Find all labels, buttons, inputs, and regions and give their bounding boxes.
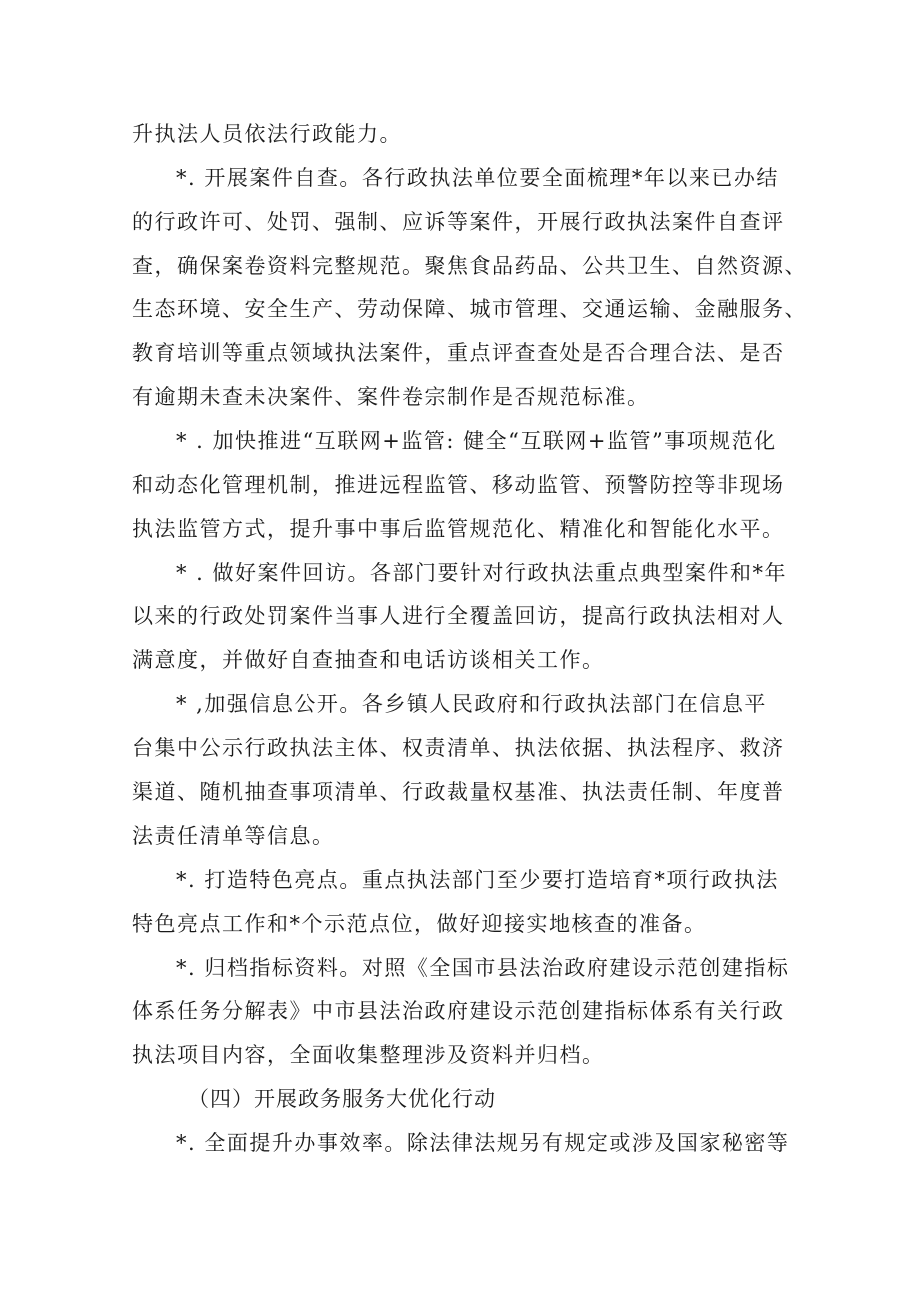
section-heading: （四）开展政务服务大优化行动 — [188, 1087, 496, 1111]
text-line: 特色亮点工作和*个示范点位，做好迎接实地核查的准备。 — [132, 912, 707, 936]
text-line: 满意度，并做好自查抽查和电话访谈相关工作。 — [132, 648, 605, 672]
paragraph-start-line: *. 全面提升办事效率。除法律法规另有规定或涉及国家秘密等 — [176, 1131, 790, 1155]
text-line: 体系任务分解表》中市县法治政府建设示范创建指标体系有关行政 — [132, 999, 785, 1023]
text-line: 以来的行政处罚案件当事人进行全覆盖回访，提高行政执法相对人 — [132, 604, 785, 628]
text-line: 台集中公示行政执法主体、权责清单、执法依据、执法程序、救济 — [132, 736, 785, 760]
text-line: 教育培训等重点领域执法案件，重点评查查处是否合理合法、是否 — [132, 341, 785, 365]
paragraph-start-line: * ,加强信息公开。各乡镇人民政府和行政执法部门在信息平 — [176, 692, 767, 716]
text-line: 生态环境、安全生产、劳动保障、城市管理、交通运输、金融服务、 — [132, 297, 807, 321]
text-line: 升执法人员依法行政能力。 — [132, 122, 402, 146]
text-line: 的行政许可、处罚、强制、应诉等案件，开展行政执法案件自查评 — [132, 210, 785, 234]
text-line: 法责任清单等信息。 — [132, 824, 335, 848]
paragraph-start-line: * . 加快推进“互联网+监管: 健全“互联网+监管”事项规范化 — [176, 429, 777, 453]
paragraph-start-line: *. 归档指标资料。对照《全国市县法治政府建设示范创建指标 — [176, 956, 790, 980]
paragraph-start-line: * . 做好案件回访。各部门要针对行政执法重点典型案件和*年 — [176, 561, 788, 585]
text-line: 和动态化管理机制，推进远程监管、移动监管、预警防控等非现场 — [132, 473, 785, 497]
paragraph-start-line: *. 开展案件自查。各行政执法单位要全面梳理*年以来已办结 — [176, 166, 779, 190]
text-line: 执法项目内容，全面收集整理涉及资料并归档。 — [132, 1043, 605, 1067]
paragraph-start-line: *. 打造特色亮点。重点执法部门至少要打造培育*项行政执法 — [176, 868, 779, 892]
text-line: 有逾期未查未决案件、案件卷宗制作是否规范标准。 — [132, 385, 650, 409]
text-line: 执法监管方式，提升事中事后监管规范化、精准化和智能化水平。 — [132, 517, 785, 541]
text-line: 渠道、随机抽查事项清单、行政裁量权基准、执法责任制、年度普 — [132, 780, 785, 804]
text-line: 查，确保案卷资料完整规范。聚焦食品药品、公共卫生、自然资源、 — [132, 254, 807, 278]
